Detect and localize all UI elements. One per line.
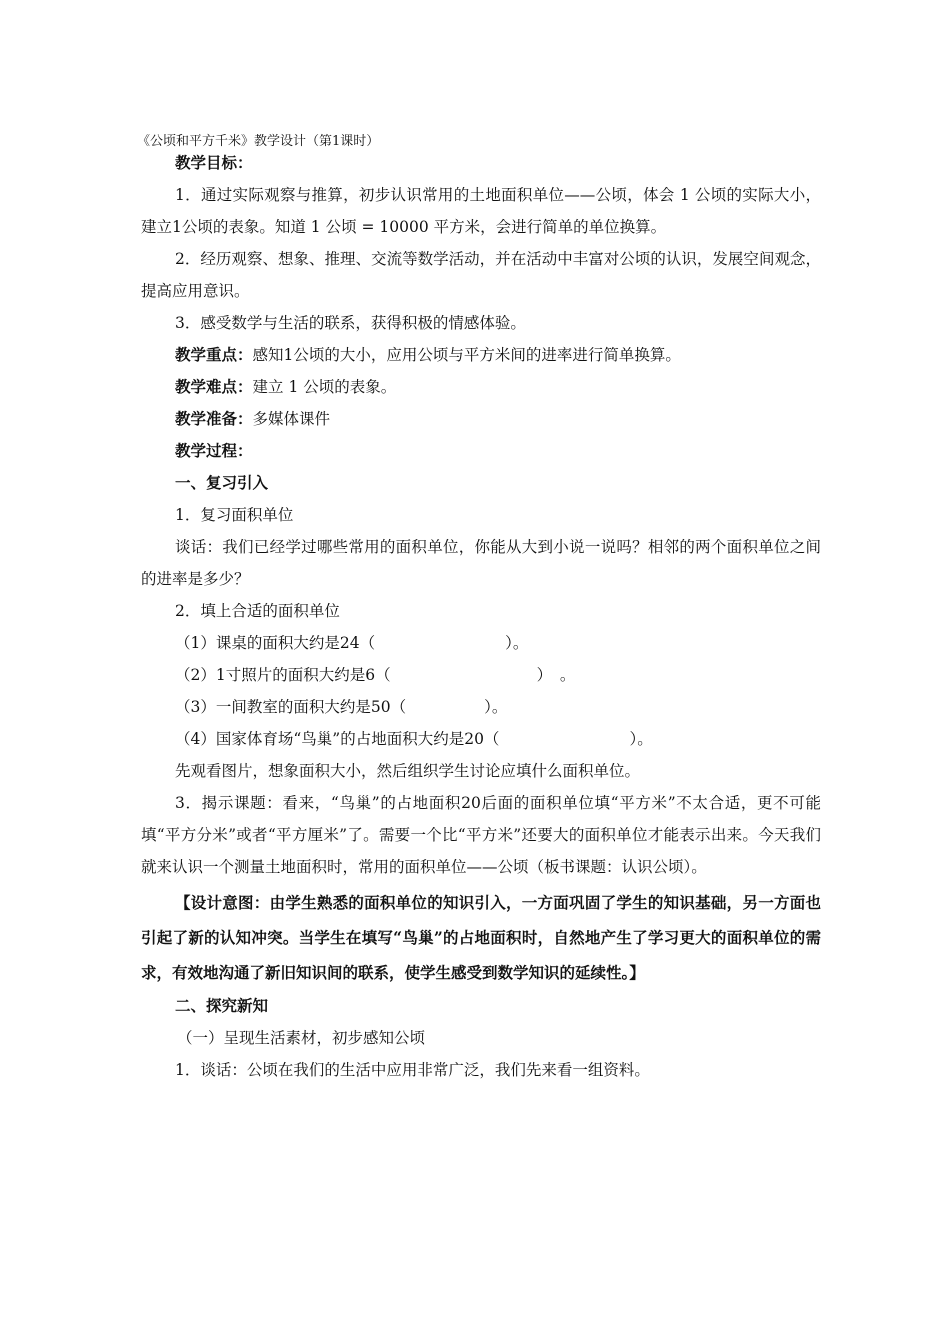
- key-point-label: 教学重点：: [175, 345, 253, 364]
- section2-sub1: （一）呈现生活素材，初步感知公顷: [177, 1029, 426, 1047]
- section1-item2: 2．填上合适的面积单位: [175, 602, 340, 620]
- section1-item1: 1．复习面积单位: [175, 506, 294, 524]
- fill-item-4: [141, 723, 821, 755]
- objective-1: 1．通过实际观察与推算，初步认识常用的土地面积单位——公顷，体会 1 公顷的实际大小，建立1公顷的表象。知道 1 公顷 = 10000 平方米，会进行简单的单位换算。: [141, 186, 821, 236]
- preparation-label: 教学准备：: [175, 409, 253, 428]
- fill-item-1-before: （1）课桌的面积大约是24（: [175, 634, 376, 652]
- difficulty: [141, 371, 821, 403]
- difficulty-text: 建立 1 公顷的表象。: [252, 378, 397, 396]
- section2-item1: 1．谈话：公顷在我们的生活中应用非常广泛，我们先来看一组资料。: [175, 1061, 650, 1079]
- document-title: 《公顷和平方千米》教学设计（第1课时）: [137, 134, 380, 149]
- key-point-text: 感知1公顷的大小，应用公顷与平方米间的进率进行简单换算。: [252, 346, 681, 364]
- section1-observe: 先观看图片，想象面积大小，然后组织学生讨论应填什么面积单位。: [175, 762, 641, 780]
- fill-item-2-after: ） 。: [536, 666, 576, 684]
- objectives-heading: 教学目标：: [175, 153, 253, 172]
- preparation: [141, 403, 821, 435]
- fill-item-3-before: （3）一间教室的面积大约是50（: [175, 698, 407, 716]
- fill-item-3: [141, 691, 821, 723]
- section1-heading: 一、复习引入: [175, 473, 269, 492]
- fill-item-1-after: ）。: [505, 634, 529, 652]
- fill-item-4-before: （4）国家体育场“鸟巢”的占地面积大约是20（: [175, 730, 500, 748]
- section1-reveal: 3．揭示课题：看来，“鸟巢”的占地面积20后面的面积单位填“平方米”不太合适，更不可能填“平方分米”或者“平方厘米”了。需要一个比“平方米”还要大的面积单位才能表示出来。今天我们就来认识一个测量土地面积时，常用的面积单位——公顷（板书课题：认识公顷）。: [141, 794, 821, 876]
- fill-item-4-after: ）。: [629, 730, 653, 748]
- document-body: [141, 147, 821, 1086]
- difficulty-label: 教学难点：: [175, 377, 253, 396]
- fill-item-3-after: ）。: [484, 698, 508, 716]
- objective-2: 2．经历观察、想象、推理、交流等数学活动，并在活动中丰富对公顷的认识，发展空间观念，提高应用意识。: [141, 250, 821, 300]
- preparation-text: 多媒体课件: [252, 410, 331, 428]
- fill-item-1: [141, 627, 821, 659]
- process-heading: 教学过程：: [175, 441, 253, 460]
- fill-item-2-before: （2）1寸照片的面积大约是6（: [175, 666, 391, 684]
- section1-talk: 谈话：我们已经学过哪些常用的面积单位，你能从大到小说一说吗？相邻的两个面积单位之间的进率是多少？: [141, 538, 821, 588]
- fill-item-2: [141, 659, 821, 691]
- design-intent-note: 【设计意图：由学生熟悉的面积单位的知识引入，一方面巩固了学生的知识基础，另一方面也引起了新的认知冲突。当学生在填写“鸟巢”的占地面积时，自然地产生了学习更大的面积单位的需求，有效地沟通了新旧知识间的联系，使学生感受到数学知识的延续性。】: [141, 893, 821, 982]
- section2-heading: 二、探究新知: [175, 996, 269, 1015]
- objective-3: 3．感受数学与生活的联系，获得积极的情感体验。: [175, 314, 526, 332]
- key-point: [141, 339, 821, 371]
